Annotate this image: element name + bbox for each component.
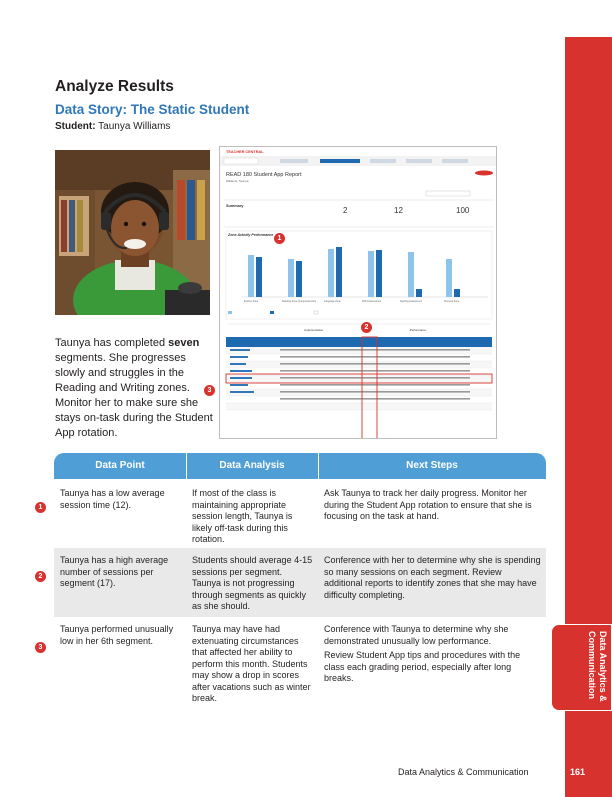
row3-steps-2: Review Student App tips and procedures with the class each grading period, especially after long breaks. xyxy=(324,650,521,683)
table-header xyxy=(54,453,546,479)
row2-analysis: Students should average 4-15 sessions per segment. Taunya is not progressing through segments as quickly as she should. xyxy=(192,555,313,611)
story-title: Data Story: The Static Student xyxy=(55,102,250,117)
header-divider xyxy=(186,453,187,479)
stat-0-value: 2 xyxy=(343,206,348,215)
row1-point: Taunya has a low average session time (12). xyxy=(60,488,165,510)
section-tab xyxy=(551,624,612,711)
col-header-data-point: Data Point xyxy=(95,460,145,471)
svg-text:Explore Zone: Explore Zone xyxy=(244,300,259,303)
row2-point: Taunya has a high average number of sessions per segment (17). xyxy=(60,555,169,588)
marker-1: 1 xyxy=(274,233,285,244)
col-header-data-analysis: Data Analysis xyxy=(219,460,285,471)
zone-chart-title: Zone Activity Performance xyxy=(228,233,274,237)
svg-text:Language Zone: Language Zone xyxy=(324,300,341,303)
page-title: Analyze Results xyxy=(55,78,174,95)
table-row xyxy=(54,479,546,548)
row-marker-1: 1 xyxy=(35,502,46,513)
marker-2: 2 xyxy=(361,322,372,333)
col-header-next-steps: Next Steps xyxy=(406,460,458,471)
header-divider xyxy=(318,453,319,479)
row2-steps: Conference with her to determine why she is spending so many sessions on each segment. Review additional reports to identify zones that she may have difficulty completing. xyxy=(324,555,541,600)
row-marker-3: 3 xyxy=(35,642,46,653)
student-name: Taunya Williams xyxy=(98,121,171,132)
intro-paragraph: Taunya has completed seven segments. She progresses slowly and struggles in the Reading and Writing zones. Monitor her to make sure she stays on-task during the Student App rotation. xyxy=(55,337,213,439)
marker-3: 3 xyxy=(204,385,215,396)
report-student: Williams, Taunya xyxy=(226,179,249,183)
stat-2-value: 100 xyxy=(456,206,470,215)
report-screenshot xyxy=(219,146,497,439)
svg-text:Performance: Performance xyxy=(410,328,427,332)
svg-text:Implementation: Implementation xyxy=(304,328,324,332)
student-line xyxy=(55,121,170,132)
row-marker-2: 2 xyxy=(35,571,46,582)
svg-text:Spelling Assessment: Spelling Assessment xyxy=(400,300,423,303)
page-edge-top xyxy=(565,0,612,37)
student-label: Student: xyxy=(55,121,96,132)
intro-emphasis: seven xyxy=(168,337,200,349)
section-tab-label: Data Analytics & Communication xyxy=(587,631,608,702)
row3-steps-cell xyxy=(318,617,546,707)
report-title: READ 180 Student App Report xyxy=(226,172,302,178)
row1-analysis: If most of the class is maintaining appropriate session length, Taunya is likely off-task during this rotation. xyxy=(192,488,293,544)
table-row xyxy=(54,617,546,707)
row1-steps: Ask Taunya to track her daily progress. Monitor her during the Student App rotation to ensure that she is focusing on the task at hand. xyxy=(324,488,532,521)
table-row xyxy=(54,548,546,617)
row3-steps: Conference with Taunya to determine why she demonstrated unusually low performance. xyxy=(324,624,509,646)
student-photo xyxy=(55,150,210,315)
page-number: 161 xyxy=(570,767,586,777)
svg-text:Word Assessment: Word Assessment xyxy=(362,300,382,303)
row3-analysis: Taunya may have had extenuating circumstances that affected her ability to perform this month. Students may show a drop in scores after vacations such as winter break. xyxy=(192,624,311,703)
report-brand: TEACHER CENTRAL xyxy=(226,150,264,154)
stat-1-value: 12 xyxy=(394,206,403,215)
row3-point: Taunya performed unusually low in her 6th segment. xyxy=(60,624,174,646)
summary-label: Summary xyxy=(226,204,244,208)
svg-text:Reading Zone (Comprehension): Reading Zone (Comprehension) xyxy=(282,300,317,303)
footer-section: Data Analytics & Communication xyxy=(398,767,529,777)
svg-text:Success Zone: Success Zone xyxy=(444,300,460,303)
